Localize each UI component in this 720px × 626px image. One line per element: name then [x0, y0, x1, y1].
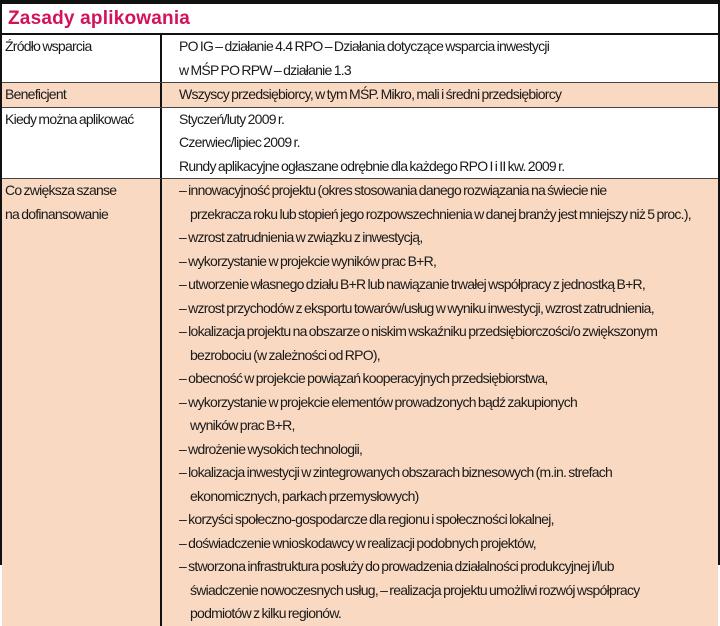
- value-line: Rundy aplikacyjne ogłaszane odrębnie dla każdego RPO I i II kw. 2009 r.: [179, 157, 565, 174]
- criteria-line: – wykorzystanie w projekcie elementów prowadzonych bądź zakupionych: [179, 393, 577, 410]
- criteria-line: – lokalizacja projektu na obszarze o niskim wskaźniku przedsiębiorczości/o zwiększonym: [179, 323, 658, 339]
- criteria-list-item: [179, 367, 718, 391]
- criteria-list-item: [179, 250, 718, 274]
- criteria-line: ekonomicznych, parkach przemysłowych): [190, 487, 419, 504]
- value-line: w MŚP PO RPW – działanie 1.3: [179, 61, 351, 78]
- criteria-line: podmiotów z kilku regionów.: [190, 605, 342, 621]
- table-row: [2, 35, 718, 83]
- row-label: Beneficjent: [5, 86, 67, 102]
- criteria-line: – utworzenie własnego działu B+R lub nawiązanie trwałej współpracy z jednostką B+R,: [179, 276, 646, 292]
- value-line: Czerwiec/lipiec 2009 r.: [179, 134, 300, 150]
- value-line: PO IG – działanie 4.4 RPO – Działania dotyczące wsparcia inwestycji: [179, 38, 550, 54]
- criteria-line: przekracza roku lub stopień jego rozpowszechnienia w danej branży jest mniejszy niż 5 proc.),: [190, 205, 691, 222]
- criteria-list-item: [179, 273, 718, 297]
- criteria-list-item: [179, 555, 718, 626]
- row-value-cell: [162, 83, 718, 107]
- table-row: [2, 108, 718, 180]
- criteria-list-item: [179, 226, 718, 250]
- criteria-line: – korzyści społeczno-gospodarcze dla regionu i społeczności lokalnej,: [179, 511, 554, 527]
- table-row: [2, 179, 718, 626]
- criteria-line: – wzrost przychodów z eksportu towarów/usług w wyniku inwestycji, wzrost zatrudnienia,: [179, 299, 654, 316]
- criteria-line: wyników prac B+R,: [190, 417, 295, 433]
- criteria-list-item: [179, 508, 718, 532]
- row-label: na dofinansowanie: [5, 205, 109, 222]
- criteria-list-item: [179, 391, 718, 438]
- criteria-line: świadczenie nowoczesnych usług, – realizacja projektu umożliwi rozwój współpracy: [190, 581, 640, 598]
- criteria-list-item: [179, 297, 718, 321]
- criteria-line: – doświadczenie wnioskodawcy w realizacji podobnych projektów,: [179, 534, 536, 551]
- table-title: Zasady aplikowania: [2, 4, 718, 35]
- row-value-cell: [162, 35, 718, 82]
- row-label-cell: [2, 83, 162, 107]
- criteria-list-item: [179, 320, 718, 367]
- criteria-line: – wzrost zatrudnienia w związku z inwestycją,: [179, 229, 423, 245]
- criteria-line: – lokalizacja inwestycji w zintegrowanych obszarach biznesowych (m.in. strefach: [179, 464, 613, 480]
- row-label-cell: [2, 35, 162, 82]
- criteria-line: – stworzona infrastruktura posłuży do prowadzenia działalności produkcyjnej i/lub: [179, 558, 614, 574]
- criteria-list-item: [179, 532, 718, 556]
- criteria-line: bezrobociu (w zależności od RPO),: [190, 346, 380, 363]
- value-line: Styczeń/luty 2009 r.: [179, 110, 285, 127]
- criteria-list-item: [179, 179, 718, 226]
- table-row: [2, 83, 718, 108]
- criteria-list-item: [179, 438, 718, 462]
- row-label: Kiedy można aplikować: [5, 110, 134, 127]
- criteria-line: – innowacyjność projektu (okres stosowania danego rozwiązania na świecie nie: [179, 182, 607, 198]
- criteria-line: – obecność w projekcie powiązań kooperacyjnych przedsiębiorstwa,: [179, 370, 548, 386]
- value-line: Wszyscy przedsiębiorcy, w tym MŚP. Mikro, mali i średni przedsiębiorcy: [179, 86, 562, 102]
- row-value-cell: [162, 179, 718, 626]
- row-label: Co zwiększa szanse: [5, 182, 117, 198]
- row-label: Źródło wsparcia: [5, 38, 92, 54]
- row-value-cell: [162, 108, 718, 179]
- table-body: [2, 35, 718, 626]
- criteria-list-item: [179, 461, 718, 508]
- criteria-line: – wdrożenie wysokich technologii,: [179, 440, 363, 457]
- row-label-cell: [2, 179, 162, 626]
- row-label-cell: [2, 108, 162, 179]
- criteria-line: – wykorzystanie w projekcie wyników prac B+R,: [179, 252, 437, 269]
